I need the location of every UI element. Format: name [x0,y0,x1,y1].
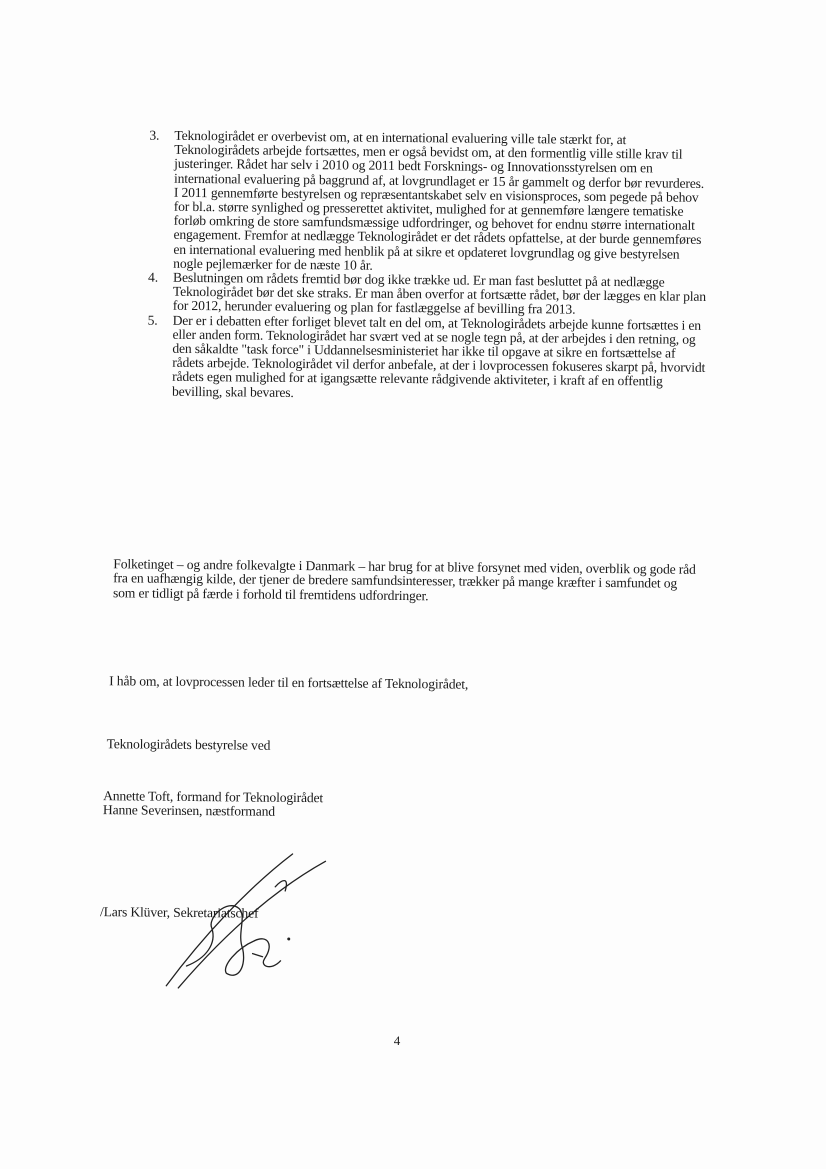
board-line: Teknologirådets bestyrelse ved [106,736,271,753]
list-text: Beslutningen om rådets fremtid bør dog ikke trække ud. Er man fast besluttet på at nedlægge Teknologirådet bør det ske straks. Er man åben overfor at fortsætte rådet, bør der lægges en klar plan for 2012, herunder evaluering og plan for fastlæggelse af bevilling fra 2013. [172,269,706,318]
signature-stroke [275,881,286,891]
signatory-names [103,789,503,822]
signature-stroke [253,954,263,957]
list-number: 3. [149,127,160,143]
signature-stroke [166,853,292,987]
list-item-5 [147,313,708,404]
list-number: 5. [147,312,158,328]
chair-name: Annette Toft, formand for Teknologirådet [103,788,324,806]
list-text: Teknologirådet er overbevist om, at en international evaluering ville tale stærkt for, at Teknologirådets arbejde fortsættes, men er også bevidst om, at den formentlig ville stille krav til justeringer. Rådet har selv i 2010 og 2011 bedt Forsknings- og Innovationsstyrelsen om en international evaluering på baggrund af, at lovgrundlaget er 15 år gammelt og derfor bør revurderes. I 2011 gennemførte bestyrelsen og repræsentantskabet selv en visionsproces, som pegede på behov for bl.a. større synlighed og presserettet aktivitet, mulighed for at gennemføre længere tematiske forløb omkring de store samfundsmæssige udfordringer, og behovet for endnu større internationalt engagement. Fremfor at nedlægge Teknologirådet er det rådets opfattelse, at der burde gennemføres en international evaluering med henblik på at sikre et opdateret lovgrundlag og give bestyrelsen nogle pejlemærker for de næste 10 år. [173,127,705,273]
signature-stroke [225,940,254,975]
secretariat-head: /Lars Klüver, Sekretariatschef [99,904,259,921]
signature-stroke [254,939,280,967]
signature-stroke [178,860,325,989]
hope-statement: I håb om, at lovprocessen leder til en fortsættelse af Teknologirådet, [109,673,469,692]
list-number: 4. [148,269,159,285]
signature-stroke [186,905,243,966]
page-number: 4 [393,1032,401,1049]
vice-chair-name: Hanne Severinsen, næstformand [102,802,275,820]
numbered-list [147,129,710,404]
closing-paragraph: Folketinget – og andre folkevalgte i Danmark – har brug for at blive forsynet med viden, overblik og gode råd fra en uafhængig kilde, der tjener de bredere samfundsinteresser, trækker på mange kræfter i samfundet og som er tidligt på færde i forhold til fremtidens udfordringer. [112,556,696,604]
list-item-4 [148,271,708,319]
list-item-3 [148,129,709,276]
signature-dot [287,937,290,940]
list-text: Der er i debatten efter forliget blevet talt en del om, at Teknologirådets arbejde kunne fortsættes i en eller anden form. Teknologirådet har svært ved at se nogle tegn på, at der arbejdes i den retning, og den såkaldte "task force" i Uddannelsesministeriet har ikke til opgave at sikre en fortsættelse af rådets arbejde. Teknologirådet vil derfor anbefale, at der i lovprocessen fokuseres skarpt på, hvorvidt rådets egen mulighed for at igangsætte relevante rådgivende aktiviteter, i kraft af en offentlig bevilling, skal bevares. [171,312,706,400]
handwritten-signature [156,848,337,995]
